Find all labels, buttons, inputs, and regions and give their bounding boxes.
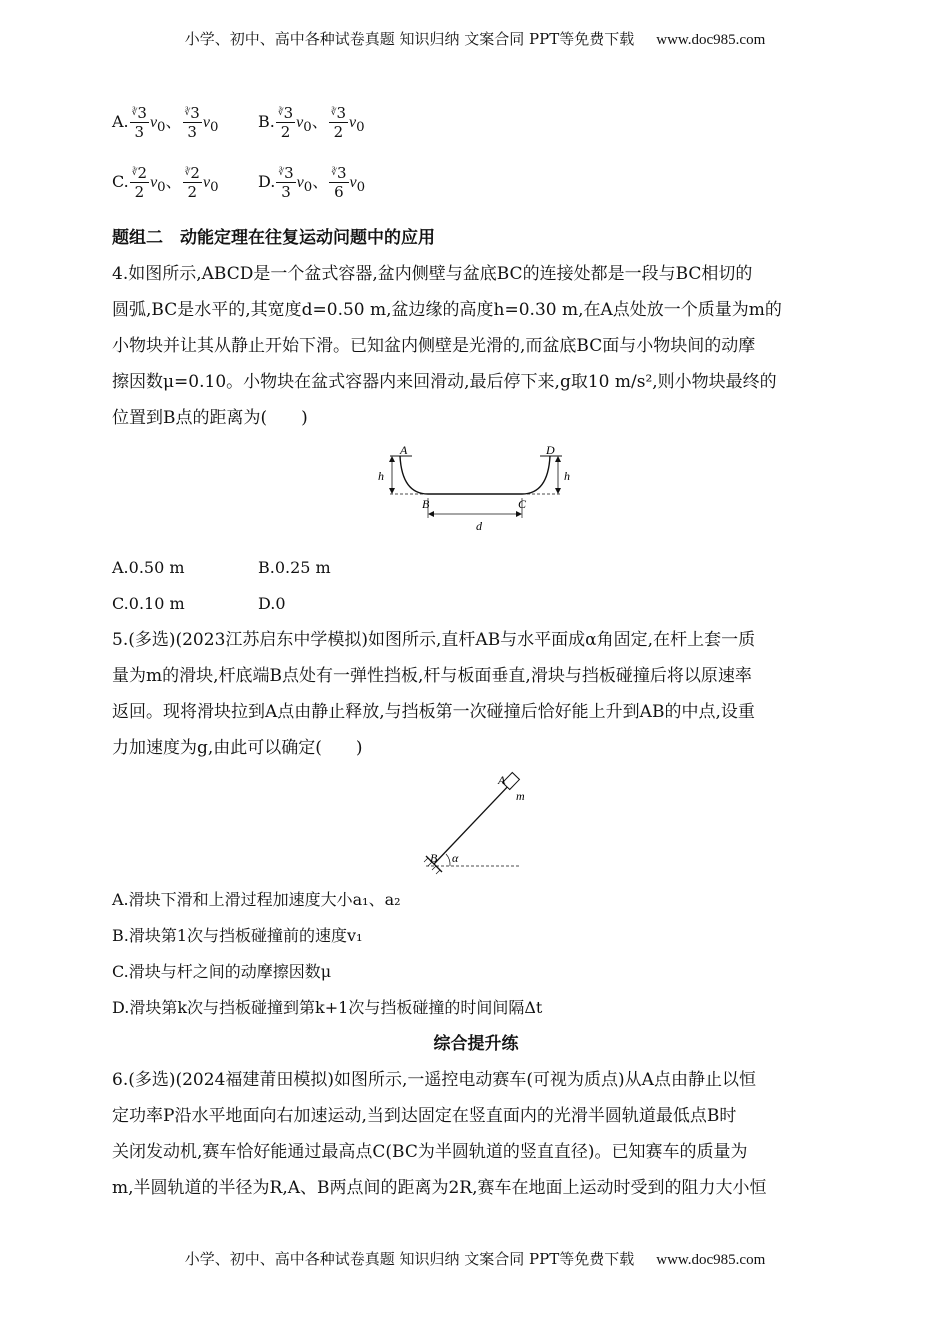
label-alpha: α — [452, 851, 459, 865]
label-B: B — [430, 851, 438, 865]
basin-figure — [372, 442, 582, 536]
label-m: m — [516, 789, 525, 803]
label-C: C — [518, 497, 527, 511]
q6-line-3: 关闭发动机,赛车恰好能通过最高点C(BC为半圆轨道的竖直直径)。已知赛车的质量为 — [112, 1142, 748, 1162]
q4-line-5: 位置到B点的距离为( ) — [112, 408, 308, 428]
page-header — [0, 28, 950, 49]
rod — [434, 782, 512, 864]
q6-line-1: 6.(多选)(2024福建莆田模拟)如图所示,一遥控电动赛车(可视为质点)从A点由静止以恒 — [112, 1070, 756, 1090]
header-text: 小学、初中、高中各种试卷真题 知识归纳 文案合同 PPT等免费下载 — [184, 30, 635, 48]
q3-option-c: C. $\frac{^∛2}{2}$ $v_0$、 $\frac{^∛2}{2}$ $v_0$ — [112, 164, 219, 201]
q4-line-1: 4.如图所示,ABCD是一个盆式容器,盆内侧壁与盆底BC的连接处都是一段与BC相切的 — [112, 264, 753, 284]
q5-option-a: A.滑块下滑和上滑过程加速度大小a₁、a₂ — [112, 890, 401, 909]
q5-option-b: B.滑块第1次与挡板碰撞前的速度v₁ — [112, 926, 363, 945]
page-footer — [0, 1248, 950, 1269]
label-h-left: h — [378, 469, 384, 483]
q5-line-4: 力加速度为g,由此可以确定( ) — [112, 738, 363, 758]
basin-outline — [400, 456, 550, 494]
label-h-right: h — [564, 469, 570, 483]
q4-option-d: D.0 — [258, 594, 286, 613]
header-site: www.doc985.com — [656, 32, 766, 48]
q5-line-3: 返回。现将滑块拉到A点由静止释放,与挡板第一次碰撞后恰好能上升到AB的中点,设重 — [112, 702, 755, 722]
footer-site: www.doc985.com — [656, 1252, 766, 1268]
q4-line-2: 圆弧,BC是水平的,其宽度d=0.50 m,盆边缘的高度h=0.30 m,在A点处放一个质量为m的 — [112, 300, 782, 320]
q3-option-b: B. $\frac{^∛3}{2}$ $v_0$、 $\frac{^∛3}{2}$ $v_0$ — [258, 104, 365, 141]
q4-line-3: 小物块并让其从静止开始下滑。已知盆内侧壁是光滑的,而盆底BC面与小物块间的动摩 — [112, 336, 756, 356]
label-D: D — [546, 443, 555, 457]
q5-line-1: 5.(多选)(2023江苏启东中学模拟)如图所示,直杆AB与水平面成α角固定,在杆上套一质 — [112, 630, 756, 650]
q6-line-2: 定功率P沿水平地面向右加速运动,当到达固定在竖直面内的光滑半圆轨道最低点B时 — [112, 1106, 737, 1126]
section-title-2: 题组二 动能定理在往复运动问题中的应用 — [112, 228, 435, 248]
q3-option-d: D. $\frac{^∛3}{3}$ $v_0$、 $\frac{^∛3}{6}$ $v_0$ — [258, 164, 366, 201]
q4-option-b: B.0.25 m — [258, 558, 331, 577]
q4-option-a: A.0.50 m — [112, 558, 185, 577]
q6-line-4: m,半圆轨道的半径为R,A、B两点间的距离为2R,赛车在地面上运动时受到的阻力大小恒 — [112, 1178, 767, 1198]
q5-option-d: D.滑块第k次与挡板碰撞到第k+1次与挡板碰撞的时间间隔Δt — [112, 998, 543, 1017]
label-A: A — [400, 443, 408, 457]
label-A: A — [498, 773, 506, 787]
q5-option-c: C.滑块与杆之间的动摩擦因数μ — [112, 962, 332, 981]
footer-text: 小学、初中、高中各种试卷真题 知识归纳 文案合同 PPT等免费下载 — [184, 1250, 635, 1268]
q5-line-2: 量为m的滑块,杆底端B点处有一弹性挡板,杆与板面垂直,滑块与挡板碰撞后将以原速率 — [112, 666, 752, 686]
q4-option-c: C.0.10 m — [112, 594, 185, 613]
q3-option-a: A. $\frac{^∛3}{3}$ $v_0$、 $\frac{^∛3}{3}$ $v_0$ — [112, 104, 219, 141]
label-B: B — [422, 497, 430, 511]
q4-line-4: 擦因数μ=0.10。小物块在盆式容器内来回滑动,最后停下来,g取10 m/s²,则小物块最终的 — [112, 372, 777, 392]
label-d: d — [476, 519, 482, 533]
section-title-3: 综合提升练 — [433, 1034, 519, 1054]
rod-figure — [412, 770, 532, 876]
